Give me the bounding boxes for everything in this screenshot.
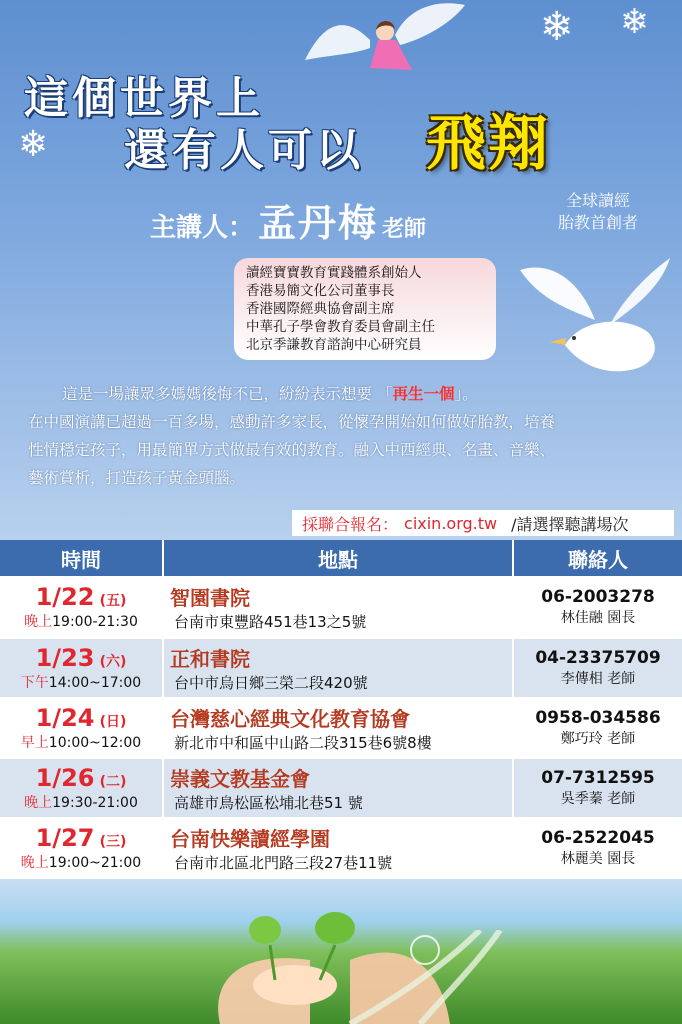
cell-location — [163, 576, 513, 638]
cell-contact — [513, 818, 682, 878]
session-hours: 19:00-21:30 — [52, 613, 138, 630]
cell-time — [0, 698, 163, 758]
credential-item: 中華孔子學會教育委員會副主任 — [246, 319, 435, 335]
venue-address: 台南市東豐路451巷13之5號 — [174, 612, 367, 631]
session-period: 晚上 — [24, 795, 53, 811]
cell-contact — [513, 758, 682, 818]
contact-phone: 04-23375709 — [535, 648, 661, 668]
venue-address: 台南市北區北門路三段27巷11號 — [174, 854, 393, 872]
header-location: 地點 — [163, 540, 513, 576]
table-row — [0, 758, 682, 818]
snowflake-icon: ❄ — [18, 124, 49, 165]
cell-location — [163, 758, 513, 818]
cell-location — [163, 638, 513, 698]
contact-person: 鄭巧玲 老師 — [560, 731, 636, 747]
contact-phone: 06-2003278 — [541, 586, 655, 607]
venue-address: 新北市中和區中山路二段315巷6號8樓 — [174, 734, 432, 752]
title-line-2: 還有人可以 — [124, 125, 364, 176]
speaker-line — [150, 192, 426, 247]
venue-name: 崇義文教基金會 — [170, 767, 310, 791]
session-date: 1/24 — [35, 704, 95, 732]
founder-tagline — [538, 190, 658, 234]
venue-address: 高雄市鳥松區松埔北巷51 號 — [174, 794, 363, 812]
road-decoration — [330, 930, 530, 1024]
contact-person: 吳季蓁 老師 — [560, 791, 636, 807]
intro-line-3: 性情穩定孩子，用最簡單方式做最有效的教育。融入中西經典、名畫、音樂、 — [28, 441, 556, 459]
contact-person: 林麗美 園長 — [560, 851, 636, 867]
registration-note: /請選擇聽講場次 — [511, 514, 629, 534]
credential-item: 香港易簡文化公司董事長 — [246, 283, 395, 299]
header-contact: 聯絡人 — [513, 540, 682, 576]
snowflake-icon: ❄ — [540, 4, 574, 50]
credential-item: 香港國際經典協會副主席 — [246, 301, 395, 317]
dove-icon — [510, 250, 675, 385]
session-period: 晚上 — [20, 855, 49, 871]
contact-phone: 07-7312595 — [541, 768, 655, 788]
table-row — [0, 818, 682, 878]
session-period: 下午 — [20, 675, 49, 691]
venue-name: 正和書院 — [170, 647, 250, 671]
session-hours: 10:00~12:00 — [48, 735, 142, 751]
table-header-row — [0, 540, 682, 576]
intro-paragraph — [28, 380, 668, 492]
session-weekday: (二) — [99, 774, 127, 790]
speaker-name: 孟丹梅 — [258, 201, 379, 245]
session-date: 1/26 — [35, 764, 95, 792]
contact-phone: 0958-034586 — [535, 708, 661, 728]
cell-time — [0, 818, 163, 878]
session-hours: 19:30-21:00 — [52, 795, 138, 811]
intro-highlight: 再生一個 — [392, 385, 455, 403]
cell-contact — [513, 698, 682, 758]
contact-person: 林佳融 園長 — [560, 609, 636, 626]
registration-box — [292, 510, 674, 536]
table-row — [0, 698, 682, 758]
registration-url[interactable]: cixin.org.tw — [404, 513, 498, 533]
angel-icon — [300, 0, 470, 90]
header-time: 時間 — [0, 540, 163, 576]
session-period: 早上 — [20, 735, 49, 751]
credential-item: 讀經寶寶教育實踐體系創始人 — [246, 265, 422, 281]
table-row — [0, 638, 682, 698]
speaker-suffix: 老師 — [382, 217, 427, 242]
contact-phone: 06-2522045 — [541, 828, 655, 848]
contact-person: 李傳相 老師 — [560, 671, 636, 687]
cell-time — [0, 638, 163, 698]
registration-label: 採聯合報名： — [302, 514, 399, 534]
session-date: 1/23 — [35, 644, 95, 672]
cell-contact — [513, 576, 682, 638]
intro-line-1 — [28, 380, 668, 408]
speaker-prefix: 主講人： — [150, 213, 255, 243]
session-weekday: (三) — [99, 834, 127, 850]
session-weekday: (六) — [99, 654, 127, 670]
venue-name: 台灣慈心經典文化教育協會 — [170, 707, 410, 731]
intro-line-4: 藝術賞析，打造孩子黃金頭腦。 — [28, 469, 246, 487]
intro-line-1-after: 」。 — [454, 385, 478, 403]
intro-line-1-before: 這是一場讓眾多媽媽後悔不已，紛紛表示想要 「 — [62, 385, 393, 403]
session-weekday: (五) — [99, 592, 127, 609]
credential-item: 北京季謙教育諮詢中心研究員 — [246, 337, 422, 353]
session-weekday: (日) — [99, 714, 127, 730]
venue-address: 台中市烏日鄉三榮二段420號 — [174, 674, 368, 692]
table-row — [0, 576, 682, 638]
venue-name: 智園書院 — [170, 585, 250, 610]
title-line-1: 這個世界上 — [24, 73, 264, 124]
founder-line-2: 胎教首創者 — [557, 213, 638, 232]
cell-time — [0, 576, 163, 638]
cell-location — [163, 698, 513, 758]
session-hours: 19:00~21:00 — [48, 855, 142, 871]
intro-line-2: 在中國演講已超過一百多場，感動許多家長，從懷孕開始如何做好胎教，培養 — [28, 413, 556, 431]
session-date: 1/22 — [35, 582, 95, 611]
cell-time — [0, 758, 163, 818]
title-highlight: 飛翔 — [426, 109, 550, 179]
credentials-box — [234, 258, 496, 360]
session-date: 1/27 — [35, 824, 95, 852]
founder-line-1: 全球讀經 — [565, 191, 630, 210]
schedule-table — [0, 540, 682, 879]
session-period: 晚上 — [24, 613, 53, 630]
cell-contact — [513, 638, 682, 698]
cell-location — [163, 818, 513, 878]
session-hours: 14:00~17:00 — [48, 675, 142, 691]
venue-name: 台南快樂讀經學園 — [170, 827, 330, 851]
snowflake-icon: ❄ — [620, 2, 649, 42]
